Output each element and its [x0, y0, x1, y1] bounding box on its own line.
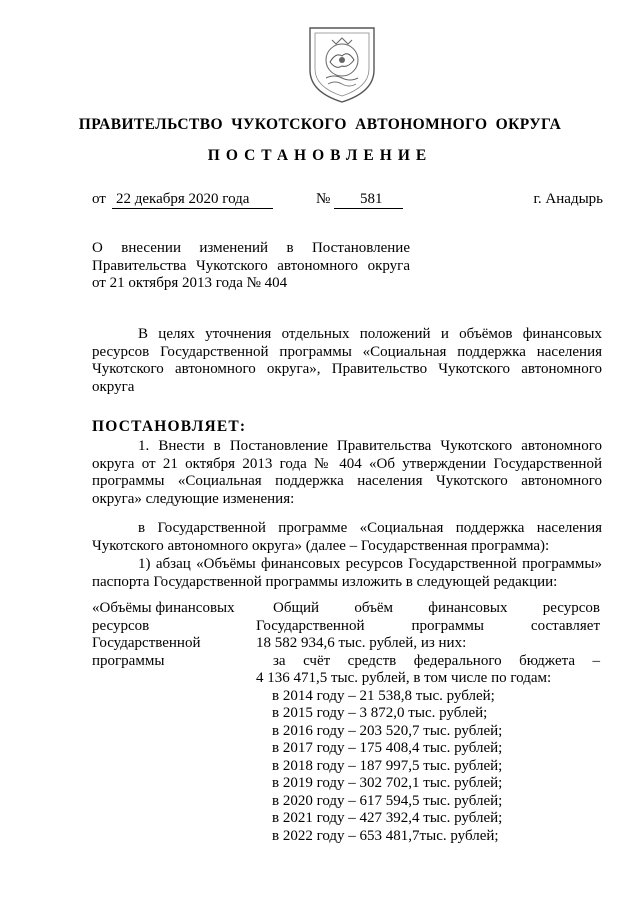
- financing-label-line: ресурсов: [92, 617, 150, 634]
- preamble-line: ресурсов Государственной программы «Социальная поддержка населения: [92, 343, 602, 360]
- federal-line: за счёт средств федерального бюджета –: [273, 652, 600, 669]
- document-date: 22 декабря 2020 года: [112, 190, 273, 209]
- year-amount: в 2018 году – 187 997,5 тыс. рублей;: [272, 757, 503, 774]
- total-line: Государственной программы составляет: [256, 617, 600, 634]
- document-number: 581: [334, 190, 403, 209]
- abzac-line: 1) абзац «Объёмы финансовых ресурсов Государственной программы»: [138, 556, 602, 572]
- coat-of-arms-icon: [304, 22, 380, 104]
- document-subject: [92, 240, 410, 293]
- item-1-paragraph: [92, 438, 602, 508]
- item-1-line: 1. Внести в Постановление Правительства Чукотского автономного: [138, 438, 602, 454]
- item-1-line: округа» следующие изменения:: [92, 490, 295, 507]
- year-amount: в 2017 году – 175 408,4 тыс. рублей;: [272, 740, 503, 756]
- state-program-line: Чукотского автономного округа» (далее – Государственная программа):: [92, 537, 550, 554]
- year-amount: в 2019 году – 302 702,1 тыс. рублей;: [272, 775, 503, 791]
- state-program-line: в Государственной программе «Социальная поддержка населения: [138, 520, 602, 536]
- total-line: Общий объём финансовых ресурсов: [273, 600, 600, 616]
- government-title: ПРАВИТЕЛЬСТВО ЧУКОТСКОГО АВТОНОМНОГО ОКРУГА: [78, 116, 562, 133]
- subject-line: от 21 октября 2013 года № 404: [92, 275, 288, 291]
- abzac-paragraph: [92, 556, 602, 591]
- year-amount: в 2021 году – 427 392,4 тыс. рублей;: [272, 810, 503, 826]
- financing-value-cell: [256, 600, 600, 845]
- number-label: №: [316, 191, 331, 207]
- year-amount: в 2014 году – 21 538,8 тыс. рублей;: [272, 687, 495, 704]
- financing-label-cell: [92, 600, 252, 670]
- city: г. Анадырь: [533, 191, 603, 207]
- document-type: ПОСТАНОВЛЕНИЕ: [207, 147, 433, 164]
- preamble-line: Чукотского автономного округа», Правительство Чукотского автономного: [92, 361, 602, 377]
- financing-label-line: «Объёмы финансовых: [92, 600, 235, 616]
- year-amount: в 2022 году – 653 481,7тыс. рублей;: [272, 827, 499, 844]
- year-amount: в 2015 году – 3 872,0 тыс. рублей;: [272, 705, 488, 721]
- subject-line: Правительства Чукотского автономного округа: [92, 257, 410, 274]
- financing-label-line: программы: [92, 652, 165, 669]
- year-amount: в 2020 году – 617 594,5 тыс. рублей;: [272, 792, 503, 809]
- date-label: от: [92, 191, 106, 207]
- federal-line: 4 136 471,5 тыс. рублей, в том числе по годам:: [256, 670, 552, 686]
- abzac-line: паспорта Государственной программы изложить в следующей редакции:: [92, 573, 558, 590]
- preamble-paragraph: [92, 326, 602, 396]
- preamble-line: округа: [92, 378, 135, 395]
- preamble-line: В целях уточнения отдельных положений и объёмов финансовых: [138, 326, 602, 342]
- item-1-line: программы «Социальная поддержка населения Чукотского автономного: [92, 473, 602, 489]
- subject-line: О внесении изменений в Постановление: [92, 240, 410, 256]
- decree-heading: ПОСТАНОВЛЯЕТ:: [92, 418, 247, 435]
- state-program-paragraph: [92, 520, 602, 555]
- year-amount: в 2016 году – 203 520,7 тыс. рублей;: [272, 722, 503, 739]
- total-line: 18 582 934,6 тыс. рублей, из них:: [256, 635, 467, 651]
- item-1-line: округа от 21 октября 2013 года № 404 «Об утверждении Государственной: [92, 455, 602, 472]
- financing-label-line: Государственной: [92, 635, 201, 651]
